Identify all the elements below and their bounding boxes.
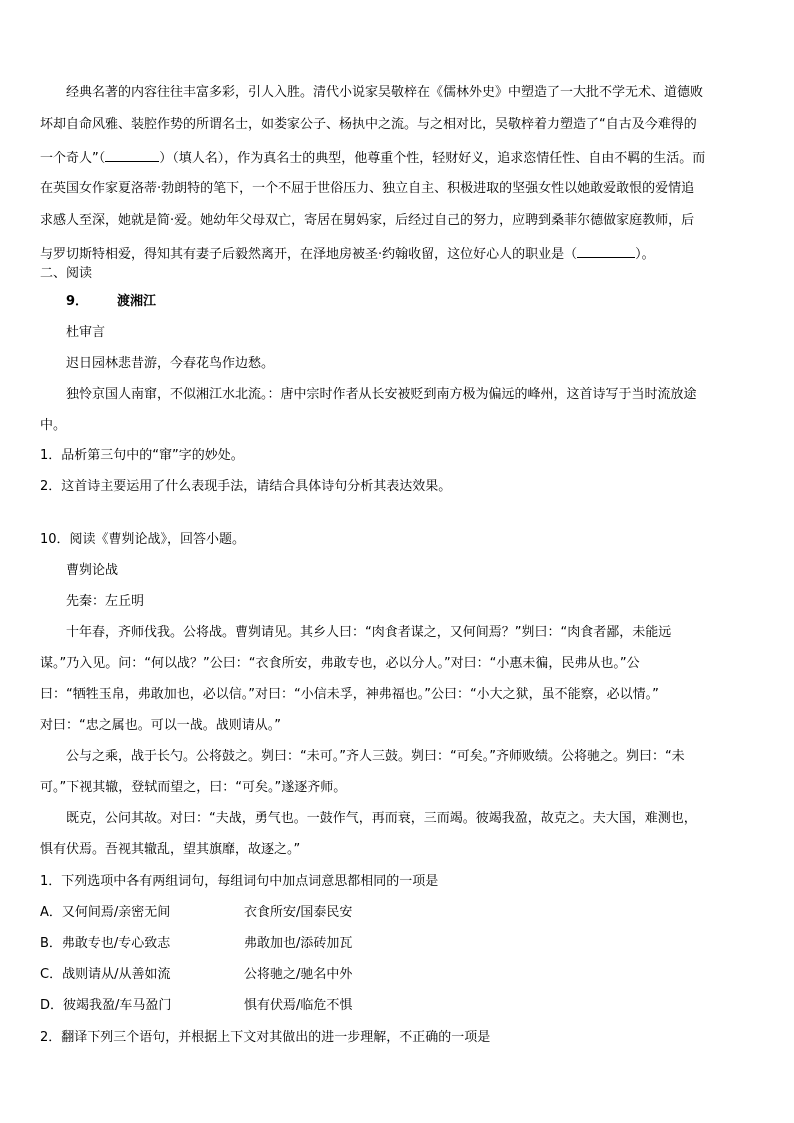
passage-line: 公与之乘，战于长勺。公将鼓之。刿曰：“未可。”齐人三鼓。刿曰：“可矣。”齐师败绩。公将驰之。刿曰：“未 <box>66 749 685 764</box>
passage-line: 惧有伏焉。吾视其辙乱，望其旗靡，故逐之。” <box>40 842 301 857</box>
question-number: 9． <box>66 294 89 309</box>
poem-line: 独怜京国人南窜，不似湘江水北流。：唐中宗时作者从长安被贬到南方极为偏远的峰州，这首诗写于当时流放途 <box>66 387 697 402</box>
option-a-right: 衣食所安/国泰民安 <box>244 905 353 920</box>
passage-line: 十年春，齐师伐我。公将战。曹刿请见。其乡人曰：“肉食者谋之，又何间焉？”刿曰：“肉食者鄙，未能远 <box>66 625 672 640</box>
option-c-left[interactable]: C．战则请从/从善如流 <box>40 967 171 982</box>
passage-line <box>40 149 705 167</box>
option-b-left[interactable]: B．弗敢专也/专心致志 <box>40 936 171 951</box>
passage-line: 谋。”乃入见。问：“何以战？”公曰：“衣食所安，弗敢专也，必以分人。”对曰：“小惠未徧，民弗从也。”公 <box>40 656 640 671</box>
section-heading: 二、阅读 <box>40 266 93 281</box>
poem-author: 杜审言 <box>66 325 106 340</box>
option-c-right: 公将驰之/驰名中外 <box>244 967 353 982</box>
passage-line: 既克，公问其故。对曰：“夫战，勇气也。一鼓作气，再而衰，三而竭。彼竭我盈，故克之。夫大国，难测也， <box>66 811 697 826</box>
passage-line: 可。”下视其辙，登轼而望之，曰：“可矣。”遂逐齐师。 <box>40 780 347 795</box>
poem-line: 中。 <box>40 418 67 433</box>
fill-blank[interactable] <box>105 149 159 162</box>
sub-question: 1．下列选项中各有两组词句，每组词句中加点词意思都相同的一项是 <box>40 874 439 889</box>
passage-text: 与罗切斯特相爱，得知其有妻子后毅然离开，在泽地房被圣·约翰收留，这位好心人的职业是（ <box>40 247 578 262</box>
passage-line: 坏却自命风雅、装腔作势的所谓名士，如娄家公子、杨执中之流。与之相对比，吴敬梓着力塑造了“自古及今难得的 <box>40 117 697 132</box>
passage-text: ）（填人名），作为真名士的典型，他尊重个性，轻财好义，追求恣情任性、自由不羁的生活。而 <box>159 151 706 166</box>
sub-question: 2．翻译下列三个语句，并根据上下文对其做出的进一步理解，不正确的一项是 <box>40 1030 491 1045</box>
sub-question: 2．这首诗主要运用了什么表现手法，请结合具体诗句分析其表达效果。 <box>40 479 452 494</box>
option-d-left[interactable]: D．彼竭我盈/车马盈门 <box>40 998 172 1013</box>
passage-text: 一个奇人”（ <box>40 151 106 166</box>
passage-line: 求感人至深，她就是简·爱。她幼年父母双亡，寄居在舅妈家，后经过自己的努力，应聘到桑菲尔德做家庭教师，后 <box>40 213 695 228</box>
question-intro: 10．阅读《曹刿论战》，回答小题。 <box>40 532 246 547</box>
option-b-right: 弗敢加也/添砖加瓦 <box>244 936 353 951</box>
passage-line: 曰：“牺牲玉帛，弗敢加也，必以信。”对曰：“小信未孚，神弗福也。”公曰：“小大之狱，虽不能察，必以情。” <box>40 687 659 702</box>
passage-line: 经典名著的内容往往丰富多彩，引人入胜。清代小说家吴敬梓在《儒林外史》中塑造了一大批不学无术、道德败 <box>66 85 704 100</box>
passage-line <box>40 245 655 263</box>
passage-line: 在英国女作家夏洛蒂·勃朗特的笔下，一个不屈于世俗压力、独立自主、积极进取的坚强女性以她敢爱敢恨的爱情追 <box>40 181 695 196</box>
passage-line: 对曰：“忠之属也。可以一战。战则请从。” <box>40 718 281 733</box>
passage-author: 先秦：左丘明 <box>66 594 145 609</box>
passage-title: 曹刿论战 <box>66 563 119 578</box>
fill-blank[interactable] <box>577 245 635 258</box>
sub-question: 1．品析第三句中的“窜”字的妙处。 <box>40 448 244 463</box>
passage-text: ）。 <box>635 247 655 262</box>
option-a-left[interactable]: A．又何间焉/亲密无间 <box>40 905 171 920</box>
poem-title: 渡湘江 <box>117 294 157 309</box>
poem-line: 迟日园林悲昔游，今春花鸟作边愁。 <box>66 356 275 371</box>
option-d-right: 惧有伏焉/临危不惧 <box>244 998 353 1013</box>
